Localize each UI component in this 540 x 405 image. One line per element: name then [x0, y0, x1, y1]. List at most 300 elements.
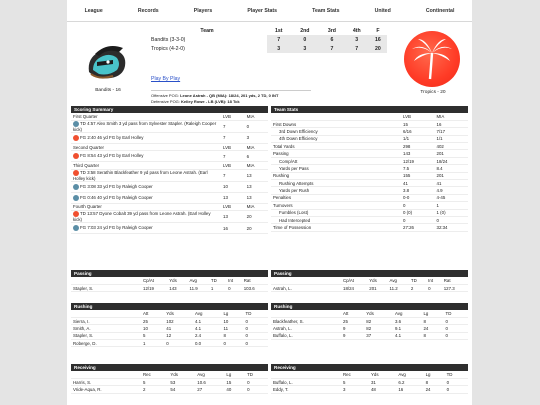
stat-value: 82 — [364, 325, 393, 332]
team-stat-row — [271, 187, 468, 194]
receiving-title: Receiving — [71, 364, 268, 371]
column-header: Avg — [193, 310, 222, 317]
bandits-team-icon — [73, 195, 79, 201]
stat-value: 4.1 — [193, 325, 222, 332]
play-time: FG 8:54 — [80, 153, 98, 159]
stat-value: 3.6 — [393, 317, 422, 324]
box-row-tropics — [147, 44, 387, 53]
stat-away: 27:26 — [401, 224, 435, 231]
table-header — [271, 277, 468, 284]
box-score — [147, 26, 387, 53]
team-stats-header — [271, 113, 468, 120]
player-name: Harris, S. — [71, 378, 141, 385]
rushing-table-tropics — [271, 310, 468, 340]
score-home: 0 — [245, 120, 268, 132]
stat-value: 0 — [226, 284, 242, 291]
player-row[interactable] — [71, 378, 268, 385]
player-row[interactable] — [271, 317, 468, 324]
play-description: 40 yd FG by Raleigh Cooper — [97, 194, 153, 200]
stat-away: 0 — [401, 216, 435, 223]
player-name: Astrah, L. — [271, 284, 341, 291]
stat-label: 3rd Down Efficiency — [271, 128, 401, 135]
team-stat-row — [271, 194, 468, 201]
play-time: TD 3:58 — [80, 169, 97, 175]
score-away: 13 — [221, 192, 245, 203]
stat-away: 7.5 — [401, 165, 435, 172]
passing-table-bandits — [71, 277, 268, 292]
stat-value: 5 — [141, 378, 168, 385]
stat-label: Yards per Rush — [271, 187, 401, 194]
quarter-header — [71, 162, 268, 169]
play-description: 46 yd FG by Earl Holley — [97, 135, 144, 141]
rushing-title: Rushing — [271, 303, 468, 310]
team-stats-table — [271, 113, 468, 232]
stat-value: 0 — [221, 340, 243, 347]
nav-players[interactable]: Players — [193, 7, 213, 14]
stat-home: 201 — [435, 172, 469, 179]
nav-united[interactable]: United — [374, 7, 391, 14]
stat-value: 10 — [221, 317, 243, 324]
team-stat-row — [271, 216, 468, 223]
nav-league[interactable]: League — [84, 7, 103, 14]
column-header: Lg — [421, 310, 443, 317]
column-header — [271, 371, 341, 378]
palm-tree-icon — [404, 31, 460, 87]
rushing-right — [271, 303, 468, 340]
player-row[interactable] — [271, 325, 468, 332]
team-stat-row — [271, 128, 468, 135]
team-stat-row — [271, 172, 468, 179]
player-row[interactable] — [71, 340, 268, 347]
box-header-q3: 3rd — [327, 27, 336, 34]
stat-value: 0 — [445, 378, 468, 385]
stat-value: 9 — [341, 325, 364, 332]
play-description: Alex Smith 3 yd pass from Sylvester Stapler. (Raleigh Cooper kick) — [73, 121, 217, 132]
team-stat-row — [271, 143, 468, 150]
column-header — [71, 371, 141, 378]
stat-away: 298 — [401, 143, 435, 150]
tropics-logo[interactable] — [404, 31, 460, 87]
team-stat-row — [271, 180, 468, 187]
play-description: 43 yd FG by Earl Holley — [97, 153, 144, 159]
stat-away: 0-0 — [401, 194, 435, 201]
play-description: 33 yd FG by Raleigh Cooper — [97, 183, 153, 189]
score-home: 13 — [245, 169, 268, 181]
tropics-team-icon — [73, 153, 79, 159]
box-score-cell: 7 — [319, 44, 344, 53]
column-header: Rec — [141, 371, 168, 378]
box-score-cell: 6 — [319, 35, 344, 44]
stat-value: 0 — [164, 340, 193, 347]
column-header: Yds — [364, 310, 393, 317]
stat-value: 8 — [421, 317, 443, 324]
player-row[interactable] — [71, 325, 268, 332]
play-time: FG 7:03 — [80, 225, 98, 231]
scoring-play-desc — [71, 181, 221, 192]
column-header: TD — [209, 277, 226, 284]
column-header: MIA — [435, 113, 469, 120]
away-caption: Bandits - 16 — [95, 88, 121, 93]
pog-off-value: Leone Astrah - QB (MIA): 18/24, 201 yds, 2 TD, 0 INT — [180, 93, 279, 98]
play-time: FG 0:46 — [80, 194, 98, 200]
column-header: Cp/At — [141, 277, 167, 284]
box-score-cell: 16 — [369, 35, 387, 44]
stat-label: Passing — [271, 150, 401, 157]
stat-value: 48 — [369, 386, 396, 393]
column-header: Cp/At — [341, 277, 367, 284]
passing-title: Passing — [271, 270, 468, 277]
stat-value: 12/19 — [141, 284, 167, 291]
player-row[interactable] — [71, 317, 268, 324]
team-stat-row — [271, 224, 468, 231]
game-header — [67, 22, 472, 104]
score-away: 10 — [221, 181, 245, 192]
scoring-play-desc — [71, 132, 221, 143]
column-header: Avg — [188, 277, 209, 284]
score-home: 20 — [245, 211, 268, 223]
scoring-play — [71, 132, 268, 143]
team-stat-row — [271, 209, 468, 216]
column-header: Lg — [221, 310, 243, 317]
play-time: TD 13:57 — [80, 211, 100, 217]
table-header — [71, 277, 268, 284]
stat-value: 25 — [341, 317, 364, 324]
table-header — [271, 371, 468, 378]
play-by-play-link[interactable]: Play By Play — [151, 76, 181, 82]
score-away: 7 — [221, 151, 245, 162]
stat-value: 15 — [224, 378, 245, 385]
stat-value: 1 — [209, 284, 226, 291]
table-header — [71, 310, 268, 317]
stat-label: Yards per Pass — [271, 165, 401, 172]
pog-off-label: Offensive POG: — [151, 93, 179, 98]
stat-value: 18/24 — [341, 284, 367, 291]
stat-value: 0 — [444, 317, 468, 324]
box-team-name: Bandits (3-3-0) — [151, 36, 186, 43]
player-name: Roberge, D. — [71, 340, 141, 347]
box-team-name: Tropics (4-2-0) — [151, 45, 185, 52]
receiving-left — [71, 364, 268, 394]
column-header: Avg — [393, 310, 422, 317]
box-header-q4: 4th — [352, 27, 361, 34]
scoring-play-desc — [71, 223, 221, 234]
player-name: Vride-Aqua, R. — [71, 386, 141, 393]
stat-home: 4.9 — [435, 187, 469, 194]
quarter-label: Second Quarter — [71, 143, 221, 150]
stat-away: 0 — [401, 202, 435, 209]
stat-value: 54 — [168, 386, 195, 393]
column-header: TD — [409, 277, 426, 284]
rushing-table-bandits — [71, 310, 268, 347]
team-stat-row — [271, 150, 468, 157]
score-home: 13 — [245, 192, 268, 203]
stat-value: 2.4 — [193, 332, 222, 339]
tropics-team-icon — [73, 135, 79, 141]
bandits-team-icon — [73, 184, 79, 190]
stat-away: 6/16 — [401, 128, 435, 135]
box-score-cell: 3 — [267, 44, 290, 53]
team-stat-row — [271, 157, 468, 164]
column-header: Lg — [224, 371, 245, 378]
column-header: TD — [244, 310, 268, 317]
stat-home: 1/1 — [435, 135, 469, 142]
stat-label: Rushing — [271, 172, 401, 179]
player-row[interactable] — [271, 378, 468, 385]
column-header: Avg — [195, 371, 224, 378]
rushing-title: Rushing — [71, 303, 268, 310]
score-home: 3 — [245, 132, 268, 143]
column-header: Yds — [167, 277, 187, 284]
column-header: LVB — [401, 113, 435, 120]
stat-label: Total Yards — [271, 143, 401, 150]
receiving-table-bandits — [71, 371, 268, 394]
stat-value: 82 — [364, 317, 393, 324]
nav-continental[interactable]: Continental — [425, 7, 455, 14]
stat-value: 53 — [168, 378, 195, 385]
stat-value: 27 — [195, 386, 224, 393]
stat-value: 0 — [444, 332, 468, 339]
passing-table-tropics — [271, 277, 468, 292]
scoring-play — [71, 151, 268, 162]
stat-value: 6.2 — [396, 378, 423, 385]
quarter-label: Fourth Quarter — [71, 203, 221, 210]
scoring-table — [71, 113, 268, 234]
box-score-cell: 20 — [369, 44, 387, 53]
box-score-cell: 7 — [267, 35, 290, 44]
stat-value: 25 — [141, 317, 164, 324]
column-header: Rec — [341, 371, 369, 378]
player-row[interactable] — [271, 284, 468, 291]
column-header: LVB — [221, 143, 245, 150]
player-row[interactable] — [271, 386, 468, 393]
player-name: Astrah, L. — [271, 325, 341, 332]
nav-team-stats[interactable]: Team Stats — [312, 7, 340, 14]
stat-label: Turnovers — [271, 202, 401, 209]
stat-home: 41 — [435, 180, 469, 187]
column-header: MIA — [245, 113, 268, 120]
receiving-table-tropics — [271, 371, 468, 394]
box-score-cell: 7 — [345, 44, 369, 53]
stat-value: 2 — [141, 386, 168, 393]
box-header-team: Team — [200, 27, 214, 34]
game-page — [67, 0, 472, 405]
home-caption: Tropics - 20 — [420, 90, 446, 95]
play-description: Serathin Blackfeather 9 yd pass from Leone Astrah. (Earl Holley kick) — [73, 169, 208, 181]
column-header — [71, 277, 141, 284]
column-header: Lg — [424, 371, 445, 378]
player-name: Stapler, S. — [71, 284, 141, 291]
passing-right — [271, 270, 468, 292]
scoring-play — [71, 120, 268, 132]
column-header: Rat — [242, 277, 268, 284]
team-stat-row — [271, 120, 468, 127]
stat-value: 10.6 — [195, 378, 224, 385]
stat-label: Rushing Attempts — [271, 180, 401, 187]
player-name: Smith, A. — [71, 325, 141, 332]
receiving-right — [271, 364, 468, 394]
column-header: Att — [341, 310, 364, 317]
column-header — [71, 310, 141, 317]
stat-value: 0 — [244, 325, 268, 332]
stat-value: 143 — [167, 284, 187, 291]
player-name: Buffalo, L. — [271, 378, 341, 385]
stat-away: 41 — [401, 180, 435, 187]
stat-value: 11.9 — [188, 284, 209, 291]
stat-label: Had Intercepted — [271, 216, 401, 223]
score-home: 20 — [245, 223, 268, 234]
receiving-title: Receiving — [271, 364, 468, 371]
stat-value: 9 — [341, 332, 364, 339]
stat-home: 0 — [435, 216, 469, 223]
scoring-play-desc — [71, 211, 221, 223]
quarter-label: First Quarter — [71, 113, 221, 120]
stat-home: 32:34 — [435, 224, 469, 231]
column-header: Rat — [442, 277, 468, 284]
box-header-q2: 2nd — [300, 27, 310, 34]
stat-value: 0 — [426, 284, 442, 291]
passing-title: Passing — [71, 270, 268, 277]
quarter-label: Third Quarter — [71, 162, 221, 169]
column-header: Yds — [369, 371, 396, 378]
stat-away: 15 — [401, 120, 435, 127]
stat-away: 0 (0) — [401, 209, 435, 216]
stat-label: First Downs — [271, 120, 401, 127]
stat-value: 8 — [421, 332, 443, 339]
column-header: Avg — [396, 371, 423, 378]
score-away: 13 — [221, 211, 245, 223]
stat-value: 127.3 — [442, 284, 468, 291]
spacer — [271, 113, 401, 120]
scoring-play — [71, 223, 268, 234]
column-header: Int — [426, 277, 442, 284]
column-header: TD — [445, 371, 468, 378]
stat-value: 37 — [364, 332, 393, 339]
quarter-header — [71, 113, 268, 120]
scoring-play — [71, 192, 268, 203]
scoring-summary-title: Scoring Summary — [71, 106, 268, 113]
stat-value: 0 — [244, 317, 268, 324]
column-header: Avg — [388, 277, 409, 284]
stat-away: 143 — [401, 150, 435, 157]
stat-value: 0 — [244, 340, 268, 347]
column-header: Int — [226, 277, 242, 284]
stat-home: 1 (0) — [435, 209, 469, 216]
team-stat-row — [271, 135, 468, 142]
box-header-final: F — [376, 27, 380, 34]
column-header — [271, 310, 341, 317]
bandits-logo[interactable] — [83, 36, 131, 84]
box-score-cell: 3 — [345, 35, 369, 44]
stat-value: 201 — [367, 284, 387, 291]
stat-value: 31 — [369, 378, 396, 385]
scoring-play-desc — [71, 151, 221, 162]
column-header: MIA — [245, 143, 268, 150]
stat-home: 18/24 — [435, 157, 469, 164]
stat-value: 103.6 — [242, 284, 268, 291]
player-row[interactable] — [71, 386, 268, 393]
stat-label: Penalties — [271, 194, 401, 201]
scoring-play-desc — [71, 192, 221, 203]
stat-value: 24 — [421, 325, 443, 332]
stat-value: 41 — [164, 325, 193, 332]
score-home: 13 — [245, 181, 268, 192]
stat-home: 201 — [435, 150, 469, 157]
stat-home: 402 — [435, 143, 469, 150]
bandits-team-icon — [73, 225, 79, 231]
stat-label: Time of Possession — [271, 224, 401, 231]
column-header: LVB — [221, 113, 245, 120]
box-score-cell: 3 — [290, 44, 319, 53]
column-header: LVB — [221, 203, 245, 210]
stat-home: 7/17 — [435, 128, 469, 135]
stat-label: 4th Down Efficiency — [271, 135, 401, 142]
column-header: Att — [141, 310, 164, 317]
column-header: Yds — [168, 371, 195, 378]
stat-value: 11 — [221, 325, 243, 332]
score-away: 7 — [221, 132, 245, 143]
team-stat-row — [271, 165, 468, 172]
scoring-play-desc — [71, 120, 221, 132]
table-header — [271, 310, 468, 317]
play-description: 24 yd FG by Raleigh Cooper — [97, 225, 153, 231]
stat-away: 1/1 — [401, 135, 435, 142]
player-name: Blackfeather, S. — [271, 317, 341, 324]
score-away: 16 — [221, 223, 245, 234]
player-name: Stapler, S. — [71, 332, 141, 339]
stat-away: 3.8 — [401, 187, 435, 194]
player-row[interactable] — [71, 284, 268, 291]
nav-records[interactable]: Records — [137, 7, 159, 14]
stat-value: 40 — [224, 386, 245, 393]
team-stats-title: Team Stats — [271, 106, 468, 113]
stat-value: 9.1 — [393, 325, 422, 332]
stat-home: 16 — [435, 120, 469, 127]
column-header: MIA — [245, 203, 268, 210]
stat-value: 4.1 — [393, 332, 422, 339]
play-time: FG 3:08 — [80, 183, 98, 189]
stat-value: 1 — [141, 340, 164, 347]
column-header: LVB — [221, 162, 245, 169]
column-header: Yds — [164, 310, 193, 317]
score-home: 6 — [245, 151, 268, 162]
pog-def-label: Defensive POG: — [151, 99, 180, 104]
table-header — [71, 371, 268, 378]
column-header — [271, 277, 341, 284]
quarter-header — [71, 143, 268, 150]
stat-value: 10 — [141, 325, 164, 332]
player-row[interactable] — [271, 332, 468, 339]
stat-value: 24 — [424, 386, 445, 393]
player-name: Eddy, T. — [271, 386, 341, 393]
nav-player-stats[interactable]: Player Stats — [247, 7, 278, 14]
top-nav — [67, 0, 472, 22]
stat-value: 5 — [341, 378, 369, 385]
box-row-bandits — [147, 35, 387, 44]
score-away: 7 — [221, 120, 245, 132]
box-score-cell: 0 — [290, 35, 319, 44]
stat-value: 8 — [424, 378, 445, 385]
stat-home: 4-45 — [435, 194, 469, 201]
stat-label: Fumbles (Lost) — [271, 209, 401, 216]
stat-value: 0 — [245, 386, 268, 393]
stat-value: 8 — [221, 332, 243, 339]
play-time: TD 4:57 — [80, 121, 97, 127]
stat-label: Comp/Att — [271, 157, 401, 164]
passing-left — [71, 270, 268, 292]
pog-def-value: Kelley Rowe - LB (LVB): 18 Tck — [181, 99, 240, 104]
player-row[interactable] — [71, 332, 268, 339]
stat-value: 0 — [245, 378, 268, 385]
